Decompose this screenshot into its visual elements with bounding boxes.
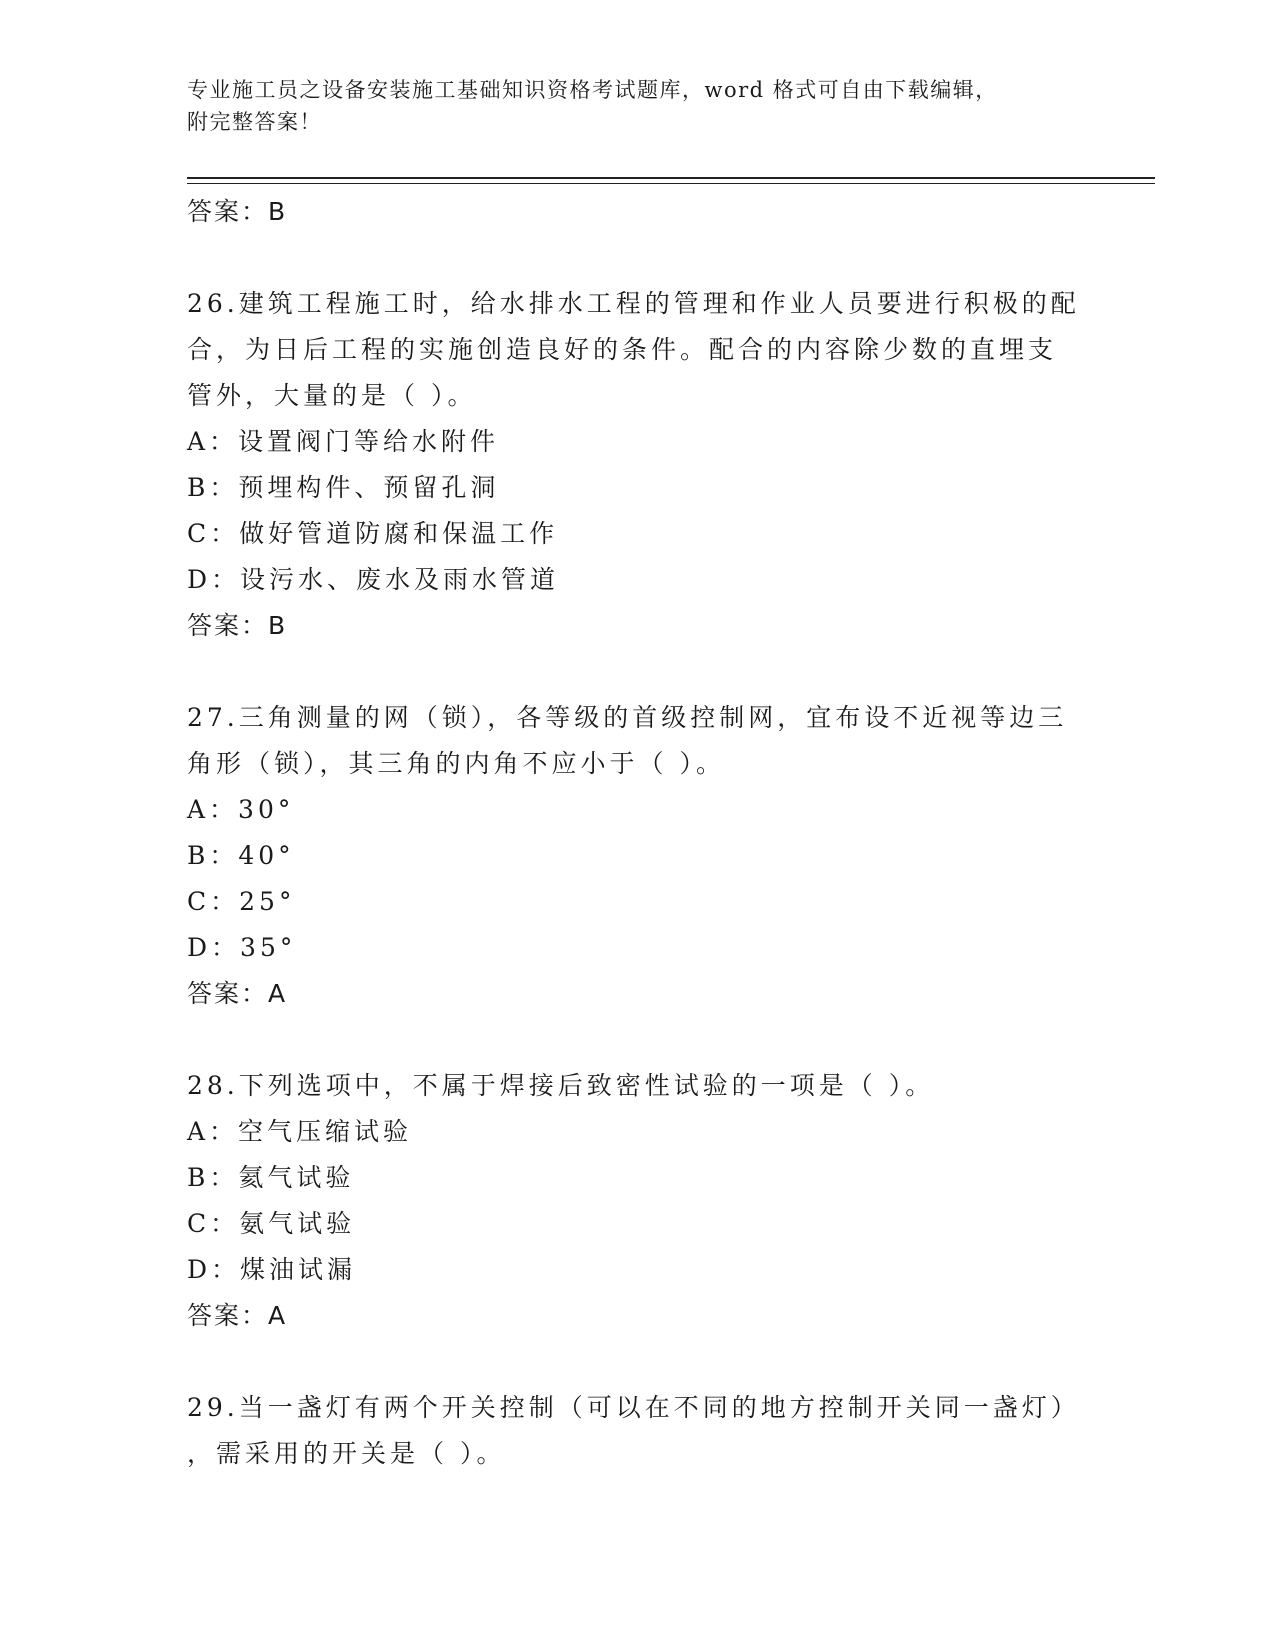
question-26 (187, 281, 1087, 649)
document-header (187, 74, 1087, 138)
question-27 (187, 695, 1087, 1017)
option-a: A：30° (187, 795, 295, 824)
question-list (187, 189, 1087, 1477)
option-d: D：设污水、废水及雨水管道 (187, 565, 560, 594)
question-text-line: 29.当一盏灯有两个开关控制（可以在不同的地方控制开关同一盏灯） (187, 1393, 1080, 1422)
answer: 答案：B (187, 611, 288, 640)
option-a: A：空气压缩试验 (187, 1117, 413, 1146)
option-c: C：氨气试验 (187, 1209, 356, 1238)
answer: 答案：A (187, 979, 288, 1008)
option-b: B：氦气试验 (187, 1163, 355, 1192)
option-c: C：25° (187, 887, 296, 916)
option-b: B：预埋构件、预留孔洞 (187, 473, 500, 502)
header-line-2: 附完整答案！ (187, 110, 322, 134)
option-c: C：做好管道防腐和保温工作 (187, 519, 559, 548)
question-28 (187, 1063, 1087, 1339)
option-d: D：35° (187, 933, 297, 962)
answer: 答案：A (187, 1301, 288, 1330)
option-b: B：40° (187, 841, 295, 870)
header-divider-thin (187, 183, 1155, 184)
question-text-line: 26.建筑工程施工时，给水排水工程的管理和作业人员要进行积极的配 (187, 289, 1080, 318)
question-text-line: 管外，大量的是（ ）。 (187, 381, 477, 410)
header-divider-thick (187, 177, 1155, 179)
question-text-line: 27.三角测量的网（锁），各等级的首级控制网，宜布设不近视等边三 (187, 703, 1068, 732)
previous-answer: 答案：B (187, 197, 288, 226)
question-text-line: ，需采用的开关是（ ）。 (187, 1439, 506, 1468)
question-29 (187, 1385, 1087, 1477)
question-text-line: 28.下列选项中，不属于焊接后致密性试验的一项是（ ）。 (187, 1071, 935, 1100)
option-a: A：设置阀门等给水附件 (187, 427, 500, 456)
option-d: D：煤油试漏 (187, 1255, 357, 1284)
question-text-line: 合，为日后工程的实施创造良好的条件。配合的内容除少数的直埋支 (187, 335, 1058, 364)
header-line-1: 专业施工员之设备安装施工基础知识资格考试题库，word 格式可自由下载编辑， (187, 78, 998, 102)
question-text-line: 角形（锁），其三角的内角不应小于（ ）。 (187, 749, 725, 778)
